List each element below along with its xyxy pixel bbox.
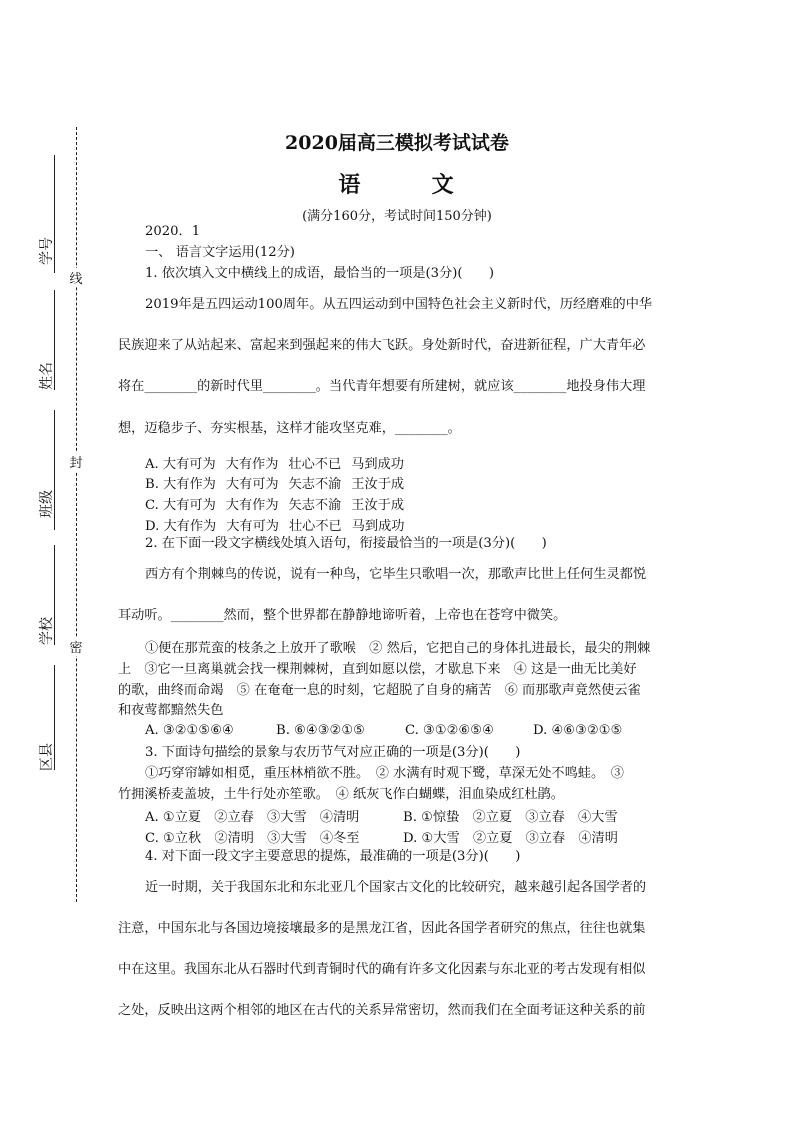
q2-option-d[interactable]: D. ④⑥③②①⑤	[533, 723, 623, 738]
q4-stem: 4. 对下面一段文字主要意思的提炼，最准确的一项是(3分)( )	[145, 849, 521, 864]
subject-char-2: 文	[431, 172, 456, 198]
class-field[interactable]	[34, 410, 58, 540]
q2-option-c[interactable]: C. ③①②⑥⑤④	[405, 723, 494, 738]
binding-mark-mi: 密	[69, 637, 83, 656]
q1-passage-line: 2019年是五四运动100周年。从五四运动到中国特色社会主义新时代，历经磨难的中华	[145, 297, 653, 312]
class-label: 班级	[39, 490, 55, 518]
q1-option-b[interactable]: B. 大有作为 大有可为 矢志不渝 王汝于成	[145, 477, 405, 492]
q1-passage-line: 将在________的新时代里________。当代青年想要有所建树，就应该________地投身伟大理	[118, 379, 646, 394]
name-label: 姓名	[39, 362, 55, 390]
q4-passage-line: 之处，反映出这两个相邻的地区在古代的关系异常密切，然而我们在全面考证这种关系的前	[118, 1003, 646, 1018]
district-field[interactable]	[34, 665, 58, 780]
section-heading: 一、 语言文字运用(12分)	[145, 245, 295, 260]
school-label: 学校	[39, 617, 55, 645]
q3-poem-line: ①巧穿帘罅如相觅，重压林梢欲不胜。 ② 水满有时观下鹭，草深无处不鸣蛙。 ③	[145, 766, 624, 781]
subject-title	[0, 168, 794, 199]
q1-option-d[interactable]: D. 大有作为 大有可为 壮心不已 马到成功	[145, 519, 405, 534]
score-time-note: (满分160分，考试时间150分钟)	[302, 209, 492, 224]
q4-passage-line: 注意，中国东北与各国边境接壤最多的是黑龙江省，因此各国学者研究的焦点，往往也就集	[118, 921, 646, 936]
q2-stem: 2. 在下面一段文字横线处填入语句，衔接最恰当的一项是(3分)( )	[145, 536, 547, 551]
binding-mark-feng: 封	[69, 452, 83, 471]
q3-poem-line: 竹拥溪桥麦盖坡，土牛行处亦笙歌。 ④ 纸灰飞作白蝴蝶，泪血染成红杜鹃。	[118, 787, 564, 802]
exam-title: 2020届高三模拟考试试卷	[285, 132, 509, 154]
q1-stem: 1. 依次填入文中横线上的成语，最恰当的一项是(3分)( )	[145, 266, 495, 281]
q1-passage-line: 民族迎来了从站起来、富起来到强起来的伟大飞跃。身处新时代，奋进新征程，广大青年必	[118, 338, 646, 353]
q4-passage-line: 中在这里。我国东北从石器时代到青铜时代的确有许多文化因素与东北亚的考古发现有相似	[118, 962, 646, 977]
binding-mark-xian: 线	[69, 268, 83, 287]
q3-option-a[interactable]: A. ①立夏 ②立春 ③大雪 ④清明	[145, 810, 360, 825]
q4-passage-line: 近一时期，关于我国东北和东北亚几个国家古文化的比较研究，越来越引起各国学者的	[145, 880, 647, 895]
q1-passage-line: 想，迈稳步子、夯实根基，这样才能攻坚克难，________。	[118, 421, 461, 436]
q1-option-c[interactable]: C. 大有可为 大有作为 矢志不渝 王汝于成	[145, 498, 405, 513]
q2-sentence-line: 和夜莺都黯然失色	[118, 703, 224, 718]
q2-sentence-line: 上 ③它一旦离巢就会找一棵荆棘树，直到如愿以偿，才歇息下来 ④ 这是一曲无比美好	[118, 662, 637, 677]
q1-option-a[interactable]: A. 大有可为 大有作为 壮心不已 马到成功	[145, 457, 404, 472]
q2-passage-line: 耳动听。________然而，整个世界都在静静地谛听着，上帝也在苍穹中微笑。	[118, 608, 567, 623]
q2-option-a[interactable]: A. ③②①⑤⑥④	[145, 723, 234, 738]
binding-dashed-line	[76, 127, 77, 902]
q2-option-b[interactable]: B. ⑥④③②①⑤	[276, 723, 366, 738]
q2-sentence-line: 的歌，曲终而命竭 ⑤ 在奄奄一息的时刻，它超脱了自身的痛苦 ⑥ 而那歌声竟然使云雀	[118, 683, 641, 698]
subject-char-1: 语	[338, 172, 363, 198]
q3-stem: 3. 下面诗句描绘的景象与农历节气对应正确的一项是(3分)( )	[145, 745, 521, 760]
school-field[interactable]	[34, 545, 58, 655]
student-id-label: 学号	[39, 237, 55, 265]
name-field[interactable]	[34, 290, 58, 400]
q3-option-d[interactable]: D. ①大雪 ②立夏 ③立春 ④清明	[403, 831, 618, 846]
q2-sentence-line: ①便在那荒蛮的枝条之上放开了歌喉 ② 然后，它把自己的身体扎进最长，最尖的荆棘	[145, 641, 651, 656]
q2-passage-line: 西方有个荆棘鸟的传说，说有一种鸟，它毕生只歌唱一次，那歌声比世上任何生灵都悦	[145, 567, 647, 582]
district-label: 区县	[39, 743, 55, 771]
q3-option-b[interactable]: B. ①惊蛰 ②立夏 ③立春 ④大雪	[403, 810, 618, 825]
exam-date: 2020．1	[145, 224, 201, 239]
q3-option-c[interactable]: C. ①立秋 ②清明 ③大雪 ④冬至	[145, 831, 360, 846]
